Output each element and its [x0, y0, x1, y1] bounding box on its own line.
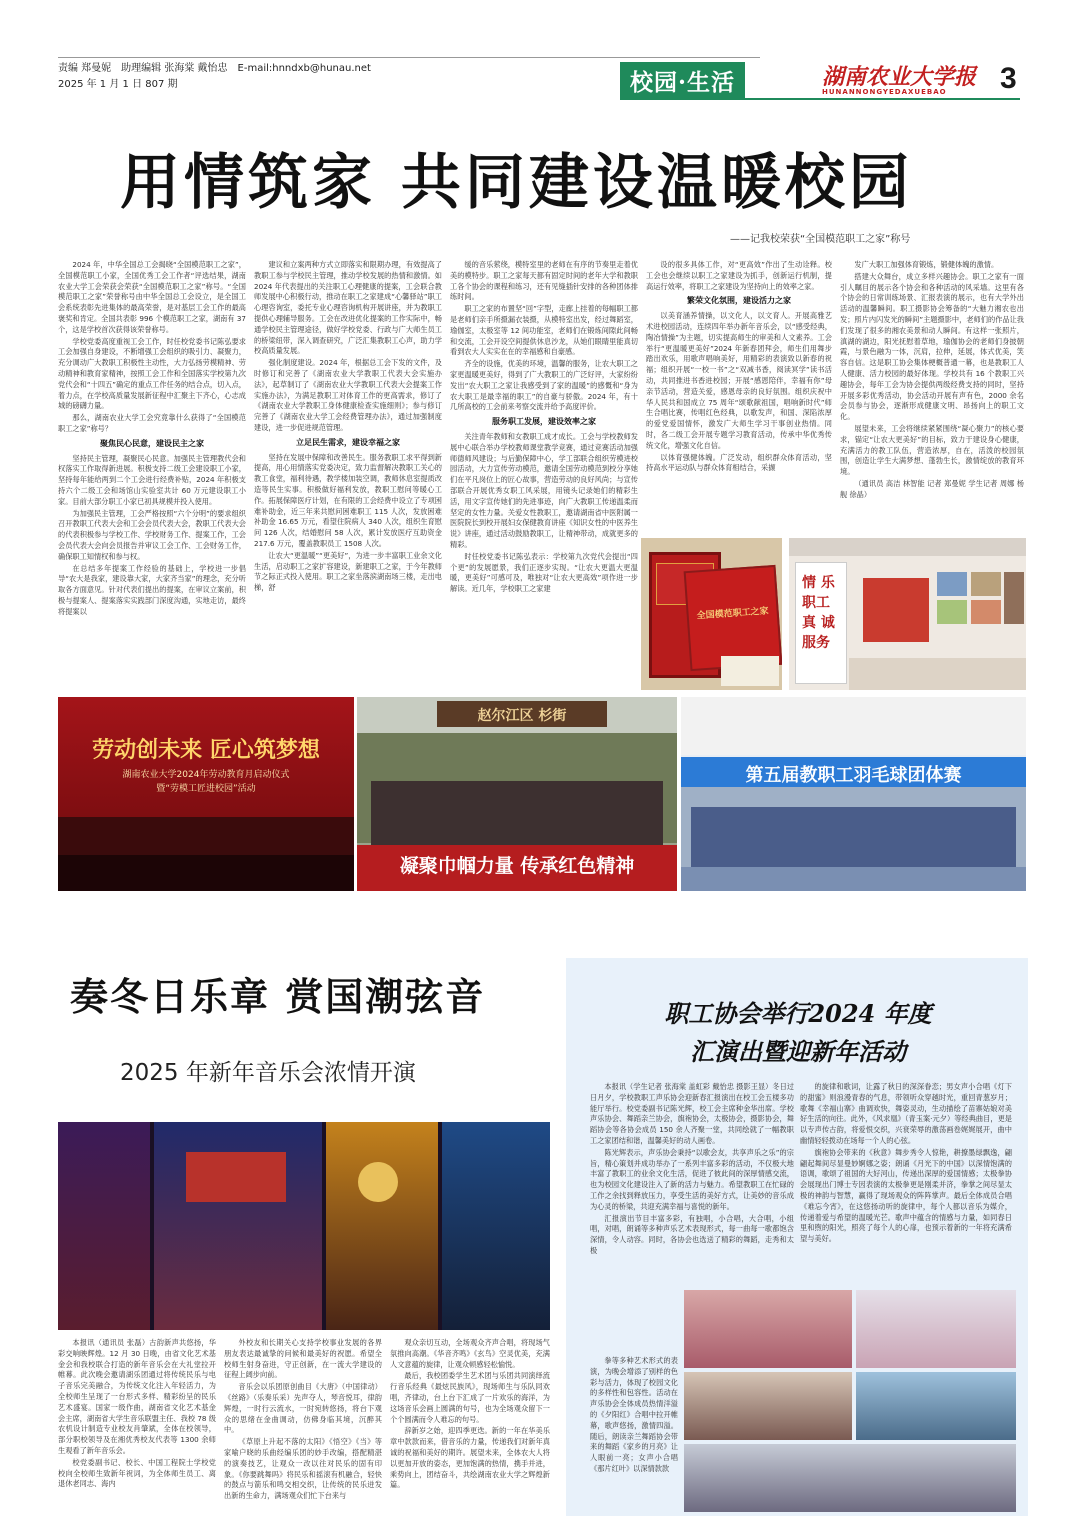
union-photo-4: [856, 1372, 1016, 1440]
union-title-line1: 职工协会举行2024 年度: [664, 999, 932, 1028]
paragraph: 发广大职工加强体育锻炼，锻健体魄的激情。: [854, 260, 999, 269]
main-column-4: [646, 260, 832, 528]
paragraph: 在总结多年提案工作经验的基础上，学校进一步倡导“农大是我家，建设靠大家，大家齐当家”的理念，充分听取各方面意见。针对代表们提出的提案，在审议立案前，积极与提案人、提案落实实践部门深度沟通，实地走访，最终将提案以: [58, 563, 246, 616]
concert-column-2: [224, 1338, 382, 1514]
union-column-1b: [590, 1356, 678, 1512]
paragraph: 观众亲切互动，全场观众齐声合唱，将现场气氛推向高潮。《华音齐鸣》《玄鸟》空灵优美，充满人文意蕴的旋律，让观众顿感轻松愉悦。: [390, 1338, 550, 1369]
paragraph: 辞新岁之始，迎四季更迭。新的一年在华美乐章中款款而来，借音乐的力量，传递我们对新年真诚的祝福和美好的期许。展望未来，全体农大人将以更加开放的姿态，更加饱满的热情，携手并进，乘势向上，团结奋斗，共绘湖南农业大学之辉煌新篇。: [390, 1426, 550, 1490]
stage-banner-sub2: 暨“劳模工匠进校园”活动: [156, 784, 256, 794]
paragraph: 以体育强健体魄。广泛发动，组织群众体育活动，坚持高水平运动队与群众体育相结合，采撷: [646, 452, 832, 473]
paragraph: 强化制度建设。2024 年，根据总工会下发的文件，及时修订和完善了《湖南农业大学教职工代表大会实施办法》，起草制订了《湖南农业大学教职工代表大会提案工作实施办法》，为满足教职工对体育工作的更高需求，修订了《湖南农业大学教职工身体健康检查实施细则》；参与修订完善了《湖南农业大学工会经费管理办法》，通过加强制度建设，进一步促进规范管理。: [254, 358, 442, 432]
union-photo-5: [684, 1444, 1016, 1512]
section-heading: 聚焦民心民意，建设民主之家: [100, 438, 204, 448]
paragraph: 陈光辉表示，声乐协会秉持“以歌会友，共享声乐之乐”的宗旨，精心策划并成功举办了一系列丰富多彩的活动，不仅极大地丰富了教职工的业余文化生活，促进了彼此间的深厚情感交流，也为校园文化建设注入了新的活力与魅力。希望教职工在忙碌的工作之余找到释放压力，享受生活的美好方式，让美妙的音乐成为心灵的桥梁，共迎充满幸福与喜悦的新年。: [590, 1147, 794, 1211]
union-home-wall-photo: [789, 538, 1026, 690]
labor-education-stage-photo: [58, 697, 354, 891]
paragraph: 缓的音乐萦绕，模特室里的老师在有序的节奏里走着优美的模特步。职工之家每天都有固定时间的老年大学和教职工各个协会的课程和练习，还有见缝插针安排的各种团体排练时间。: [450, 260, 638, 302]
paragraph: 2024 年，中华全国总工会揭晓“全国模范职工之家”，全国模范职工小家，全国优秀工会工作者“评选结果，湖南农业大学工会荣获会荣获“全国模范职工之家”称号。“全国模范职工之家”荣誉称号由中华全国总工会设立，是全国工会系统表彰先进集体的最高荣誉，是对基层工会工作的最高褒奖和肯定。全国共表彰 996 个模范职工之家，湖南有 37 个，这是学校首次获得该荣誉称号。: [58, 260, 246, 334]
paragraph: 坚持在发展中保障和改善民生。服务教职工求平得到新提高，用心用情落实党委决定，致力监督解决教职工关心的教工食堂，福利待遇，教学楼加装空调，教师休息室提质改造等民生实事。积极做好福利发放，教职工慰问等暖心工作。拓展保障医疗计划，在有限的工会经费中设立了专项困难补助金，近三年来共慰问困难职工 115 人次，发放困难补助金 16.65 万元，看望住院病人 340 人次，组织生育慰问 126 人次，结婚慰问 58 人次，累计发放医疗互助资金 217.6 万元，覆盖教职员工 1508 人次。: [254, 452, 442, 548]
stage-banner-sub: 湖南农业大学2024年劳动教育月启动仪式: [122, 770, 290, 780]
paragraph: 的旋律和歌词，让露了秋日的深深眷恋；男女声小合唱《灯下的甜蜜》则浪漫青春的气息，带领听众穿越时光，重回青葱岁月；歌舞《幸福山寨》曲调欢快，舞姿灵动，生动描绘了苗寨姑娘对美好生活的向往。此外，《风求凰》（青玉案·元夕）等经典曲目，更是以专声传古韵，将爱恨交织，兴衰荣辱的激荡画卷娓娓展开，曲中幽情轻轻拨动在场每一个人的心弦。: [800, 1082, 1012, 1145]
women-group-photo: [357, 697, 677, 891]
concert-subtitle: 2025 年新年音乐会浓情开演: [120, 1060, 416, 1086]
paragraph: 最后，我校团委学生艺术团与乐团共同演绎流行音乐经典《最炫民族风》，现场师生与乐队同欢唱，齐律动，台上台下汇成了一片欢乐的海洋，为这场音乐会画上圆满的句号，也为全场观众留下一个个圆满而令人难忘的句号。: [390, 1371, 550, 1424]
paragraph: 那么，湖南农业大学工会究竟靠什么获得了“全国模范职工之家”称号？: [58, 413, 246, 433]
certificate-text: 全国模范职工之家: [696, 606, 769, 622]
union-photo-2: [856, 1290, 1016, 1368]
paragraph: 时任校党委书记陈弘表示：学校第九次党代会提出“四个更”的发展愿景，我们正逐步实现。“让农大更温大更温暖，更美好”可感可及，唯独对“让农大更高效”项作进一步解读。近几年，学校职工之家建: [450, 551, 638, 594]
section-heading: 繁荣文化氛围，建设活力之家: [687, 296, 791, 306]
paragraph: 拳等多种艺术形式的表演，为晚会增添了别样的色彩与活力，体现了校园文化的多样性和包容性。活动在声乐协会全体成员热情洋溢的《夕阳红》合唱中拉开帷幕，歌声悠扬，激情四溢。随后，朗读亲兰舞蹈协会带来的舞蹈《家乡的月亮》让人眼前一亮；女声小合唱《那片红叶》以深情款款: [590, 1356, 678, 1473]
paragraph: 设的很多具体工作，对“更高效”作出了生动诠释。校工会也会继续以职工之家建设为抓手，创新运行机制，提高运行效率，将职工之家建设为坚持向上的效率之家。: [646, 260, 832, 291]
byline: （通讯员 高洁 林智能 记者 郑曼妮 学生记者 周娜 杨舰 徐晶）: [840, 478, 1024, 499]
concert-title: 奏冬日乐章 赏国潮弦音: [70, 974, 486, 1019]
union-photo-3: [684, 1372, 852, 1440]
concert-column-3: [390, 1338, 550, 1514]
paper-name: 湖南农业大学报: [822, 64, 977, 90]
concert-photos: [58, 1122, 550, 1330]
paragraph: 旗袍协会带来的《秋意》舞步秀令人惊艳，耕撩墨绿飘逸，翩翩起舞间尽显曼妙婀娜之姿；朗诵《月光下的中国》以深情饱满的语调，歌颂了祖国的大好河山，传递出深厚的爱国情感；太极拳协会展现出门博士专因表演的太极拳更是刚柔并济，拳掌之间尽显太极的神韵与智慧，赢得了现场观众的阵阵掌声。最后全体成员合唱《难忘今宵》，在这悠扬动听的旋律中，每个人都以音乐为媒介，传递着爱与希望的温暖光芒。歌声中蕴含的情感与力量，如同春日里和煦的阳光，照亮了每个人的心扉，也预示着新的一年将充满希望与美好。: [800, 1147, 1012, 1244]
main-column-3: [450, 260, 638, 688]
paragraph: 关注青年教师和女教职工成才成长。工会与学校教师发展中心联合举办学校教师课堂教学竞赛，通过竞赛活动加强师德师风建设；与后勤保障中心，学工部联合组织劳模进校园活动，大力宣传劳动模范，邀请全国劳动模范到校分享她们在平凡岗位上的匠心故事，营造劳动的良好风尚；与宣传部联合开展优秀女职工风采展，用镜头记录她们的精彩生活，用文字宣传她们的先进事迹，向广大教职工传递温柔而坚定的女性力量。关爱女性教职工，邀请湖南省中医附属一医院院长到校开展妇女保健教育讲座《知识女性的中医养生说》讲座，通过活动鼓励教职工，让精神带动，成就更多的精彩。: [450, 431, 638, 549]
building-sign: 赵尔江区 杉街: [477, 708, 567, 724]
badminton-banner-text: 第五届教职工羽毛球团体赛: [745, 765, 962, 786]
paragraph: 外校友和长期关心支持学校事业发展的各界朋友表达最诚挚的问候和最美好的祝愿。希望全校师生射身奋进，守正创新，在一流大学建设的征程上阔步向前。: [224, 1338, 382, 1380]
concert-column-1: [58, 1338, 216, 1514]
main-title: 用情筑家 共同建设温暖校园: [120, 148, 913, 218]
paragraph: 齐全的设施，优美的环境，温馨的服务，让农大职工之家更温暖更美好，得到了广大教职工的广泛好评，大家纷纷发出“农大职工之家让我感受到了家的温暖”的感慨和“身为农大职工是最幸福的职工”的自豪与骄傲。2024 年，有十几所高校的工会前来考察交流并给予高度评价。: [450, 359, 638, 412]
paragraph: 《草原上升起不落的太阳》《悟空》《当》等家喻户晓的乐曲经编乐团的妙手改编，搭配精湛的演奏技艺，让观众一改以往对民乐的固有印象。《你要跳舞吗》将民乐和摇滚有机融合，轻快的鼓点与箭乐和鸣交相交织，让传统的民乐迸发出新的生命力，满场观众们忙下台来与: [224, 1437, 382, 1501]
stage-banner-title: 劳动创未来 匠心筑梦想: [92, 737, 320, 763]
paragraph: 搭建大众舞台，成立多样兴趣协会。职工之家有一面引人瞩目的展示各个协会和各种活动的风采墙。这里有各个协会的日常训练场景、汇报表演的展示，也有大学外出活动的温馨瞬间。职工摄影协会筹备的“大魅力湘农也出发；照片内闪发光的瞬间”主题摄影中，老师们的作品让我们发现了很多的湘农美景和动人瞬间。有这样一张照片，滇湖的湖边，阳光抚慰着草地，瑜伽协会的老师们身披朝霞，与景色融为一体，沉肩，拉伸，延展，体式优美，笑容自信。这是职工协会集体梗概普通一幕，也是教职工人人健康、活力校园的最好体现。学校共有 16 个教职工兴趣协会，每年工会为协会提供两级经费支持的同时，坚持开展多彩优秀活动，协会活动开展有声有色，2000 余名会员参与协会，逐渐形成健康文明、昂扬向上的职工文化。: [840, 271, 1024, 422]
section-heading: 服务职工发展，建设效率之家: [492, 417, 596, 427]
paragraph: 让农大“更温暖”“更美好”，为进一步丰富职工业余文化生活，启动职工之家扩容建设，新建职工之家，于今年教师节之际正式投入使用。职工之家坐落滨湖南场三楼，走出电梯，舒: [254, 550, 442, 593]
paragraph: 本报讯（学生记者 张海棠 盖虹彩 戴怡忠 摄影王显）冬日过日月夕，学校教职工声乐协会迎新春汇报演出在校工会五楼多功能厅举行。校党委副书记陈光辉，校工会主席种金华出席。学校声乐协会、舞蹈亲兰协会，旗袍协会，太极协会，摄影协会，舞蹈协会等各协会成员 150 余人齐聚一堂，共同绘就了一幅教职工之家团结和谐，温馨美好的动人画卷。: [590, 1082, 794, 1145]
paper-name-en: HUNANNONGYEDAXUEBAO: [822, 88, 947, 96]
main-subtitle: ——记我校荣获“全国模范职工之家”称号: [730, 234, 911, 245]
header-rule: [58, 57, 760, 58]
paragraph: 坚持民主管理，凝聚民心民意。加强民主管理教代会和权落实工作取得新进展。积极支持二级工会建设职工小家，坚持每年能给两到二个工会进行经费补贴，2024 年积极支持六个二级工会和场馆山实验室共计 60 万元建设职工小家。目前大部分职工小家已初具规模并投入使用。: [58, 453, 246, 506]
paragraph: 展望未来，工会将继续紧紧围绕“凝心聚力”的核心要求，锚定“让农大更美好”的目标，致力于建设身心健康，充满活力的教工队伍，营造浓厚，自在，活泼的校园氛围，创造让学生大满梦想、蓬勃生长，激情绽放的教育环境。: [840, 423, 1024, 477]
paragraph: 校党委副书记、校长、中国工程院士学校党校向全校师生致新年祝词，为全体师生员工、离退休老同志、海内: [58, 1457, 216, 1489]
paragraph: 音乐会以乐团原创曲目《大唐》（中国律动）《丝路》（乐奏乐采）先声夺人，琴音悦耳，律韵辉煌，一时行云流水，一时宛转悠扬，将台下观众的思绪在金曲调动，仿佛身临其境，沉醉其中。: [224, 1382, 382, 1435]
paragraph: 以美育涵养情操，以文化人，以文育人。开展高雅艺术进校园活动，连续四年举办新年音乐会，以“感受经典，陶冶情操”为主题，切实提高师生的审美和人文素养。工会举行“更温暖更美好”2024 年新春团拜会，师生们用舞步踏出欢乐，用歌声唱响美好，用精彩的表演致以新春的祝福；组织开展“一校一书”之“双减书香，阅读冥学”读书活动，共同推进书香进校园；开展“感恩陪伴，幸福有你”母亲节活动，营造关爱，感恩母亲的良好氛围。组织庆祝中华人民共和国成立 75 周年“颂歌献祖国，唱响新时代”师生合唱比赛，传唱红色经典，以歌发声，和国、深陷浓厚的爱党爱国情怀，激发广大师生学习干事创业热情。同时，各二级工会开展专题学习教育活动，传承中华优秀传统文化，增强文化自信。: [646, 311, 832, 450]
section-tag: 校园·生活: [620, 62, 745, 99]
editor-line: 责编 郑曼妮 助理编辑 张海棠 戴怡忠 E-mail:hnndxb@hunau.net: [58, 63, 371, 74]
paragraph: 职工之家的布置坚“回”字型，走廊上挂着的每幅职工都是老师们亲手所摄漏衣装摄，从模特室出发，经过舞蹈室，瑜伽室，太极室等 12 间功能室，老师们在锻炼间隙此间畅和交流，工会开设空间提供休息沙龙，从她们眼睛里能真切看到农大人实实在在的幸福感和自豪感。: [450, 304, 638, 357]
main-column-2: [254, 260, 442, 688]
union-column-2: [800, 1082, 1012, 1278]
union-title-line2: 汇演出暨迎新年活动: [690, 1037, 906, 1066]
section-heading: 立足民生需求，建设幸福之家: [296, 437, 400, 447]
main-column-1: [58, 260, 246, 688]
paragraph: 学校党委高度重视工会工作，时任校党委书记陈弘要求工会加强自身建设，不断增强工会组织的吸引力、凝聚力，充分调动广大教职工积极性主动性，大力弘扬劳模精神、劳动精神和教育家精神，按照工会工作和全国落实学校第九次党代会和“十四五”确定的重点工作任务的结合点，切入点，着力点，在学校高质量发展新征程中汇聚主下齐心，心志成城的磅礴力量。: [58, 336, 246, 411]
paragraph: 建议和立案两种方式立即落实和限期办理，有效提高了教职工参与学校民主管理，推动学校发展的热情和激情。如 2024 年代表提出的关注职工心理健康的提案，工会联合教师发展中心积极行动，推动在职工之家建成“心馨驿站”职工心理咨询室，委托专业心理咨询机构开展讲座，并为教职工提供心理辅导服务。工会在改进优化提案的工作实际中，畅通学校民主管理途径，做好学校党委、行政与广大师生员工的桥梁纽带，深入调查研究，广泛汇集教职工心声，助力学校高质量发展。: [254, 260, 442, 356]
issue-date: 2025 年 1 月 1 日 807 期: [58, 79, 178, 90]
union-photo-1: [684, 1290, 852, 1368]
header-accent: [620, 98, 1020, 100]
main-column-5: [840, 260, 1024, 528]
paragraph: 为加强民主管理，工会严格按照“六个分明”的要求组织召开教职工代表大会和工会会员代表大会，教职工代表大会的代表积极参与学校工作、学校财务工作、提案工作，工会会员代表大会向会员报告并审议工会工作、工会财务工作，确保职工知情权和参与权。: [58, 508, 246, 561]
wall-slogan: 情 乐职工 真 诚服务: [802, 575, 835, 651]
certificate-photo: [641, 538, 782, 690]
paragraph: 本报讯（通讯员 张磊）古韵新声共悠扬，华彩交响映辉煌。12 月 30 日晚，由省文化艺术基金会和我校联合打造的新年音乐会在大礼堂拉开帷幕。此次晚会邀请湖乐团通过将传统民乐与电子音乐完美融合，为传统文化注入年轻活力，为全校师生呈现了一台形式多样、精彩纷呈的民乐艺术盛宴。国家一级作曲，湖南省文化艺术基金会主席，湖南省大学生音乐联盟主任、我校 78 级农机设计制造专业校友肖肇斌，全体在校领导，部分职校领导及在湘优秀校友代表等 1300 余师生观看了新年音乐会。: [58, 1338, 216, 1455]
paragraph: 汇报演出节目丰富多彩，有独唱，小合唱，大合唱，小组唱，对唱，朗诵等多种声乐艺术表现形式，每一曲每一歌都饱含深情，令人动容。同时，各协会也选送了精彩的舞蹈，走秀和太极: [590, 1213, 794, 1255]
page-number: 3: [1000, 62, 1017, 95]
group-banner-text: 凝聚巾帼力量 传承红色精神: [399, 855, 635, 877]
badminton-team-photo: [681, 697, 1026, 891]
